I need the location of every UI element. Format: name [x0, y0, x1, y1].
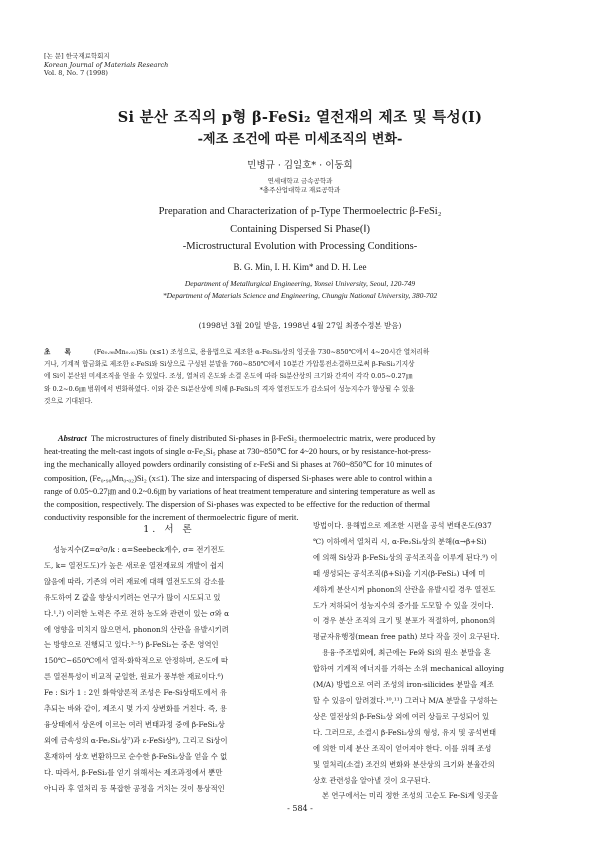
affiliation-en-2: *Department of Materials Science and Engineering, Chungju National University, 380-702 — [162, 290, 438, 300]
authors-english: B. G. Min, I. H. Kim* and D. H. Lee — [233, 262, 367, 272]
body-text-line: 할 수 있음이 알려졌다.¹⁰,¹¹) 그러나 M/A 분말을 구성하는 — [313, 695, 498, 705]
body-text-line: 혼재하여 상호 변환하므로 순수한 β-FeSi₂상을 얻을 수 없 — [44, 751, 228, 761]
body-text-line: 에 의한 미세 분산 조직이 얻어져야 한다. 이를 위해 조성 — [313, 743, 492, 753]
body-text-line: 아니라 후 열처리 등 복잡한 공정을 거치는 것이 통상적인 — [44, 783, 225, 793]
authors-korean: 민병규 · 김일호* · 이동희 — [247, 160, 353, 171]
body-text-line: 는 방향으로 진행되고 있다.³⁻⁵) β-FeSi₂는 중온 영역인 — [44, 640, 219, 650]
body-right-column — [313, 518, 563, 804]
abstract-ko-line: 에 Si이 분산된 미세조직을 얻을 수 있었다. 조성, 열처리 온도와 소결 온도에 따라 Si분산상의 크기와 간격이 각각 0.05~0.27㎛ — [44, 372, 413, 381]
body-text-line: 외에 금속성의 α-Fe₂Si₅상⁷)과 ε-FeSi상⁸), 그리고 Si상이 — [44, 735, 228, 745]
journal-name-ko: [논 문] 한국재료학회지 — [44, 52, 110, 60]
body-text-line: 도가 저하되어 성능지수의 증가를 도모할 수 있을 것이다. — [313, 600, 494, 610]
abstract-ko-line: 와 0.2~0.6㎛ 범위에서 변화하였다. 이와 같은 Si분산상에 의해 β-FeSi₂의 격자 열전도도가 감소되어 성능지수가 향상될 수 있을 — [44, 384, 415, 393]
abstract-en-line: conductivity responsible for the increment of thermoelectric figure of merit. — [44, 513, 299, 523]
body-text-line: 방법이다. 용해법으로 제조한 시편을 공석 변태온도(937 — [313, 521, 492, 530]
abstract-en-line: the composition, respectively. The dispersion of Si-phases was expected to be effective for the reduction of thermal — [44, 500, 431, 510]
title-en-line-3: -Microstructural Evolution with Processing Conditions- — [182, 241, 418, 252]
journal-name-en: Korean Journal of Materials Research — [44, 60, 169, 69]
body-text-line: 150℃~650℃에서 열적·화학적으로 안정하며, 온도에 따 — [44, 656, 229, 666]
abstract-en-label: Abstract — [58, 434, 87, 443]
affiliations-korean — [0, 177, 600, 195]
title-en-line-1: Preparation and Characterization of p-Type Thermoelectric β-FeSi₂ — [158, 206, 442, 217]
abstract-korean — [44, 346, 556, 407]
affiliation-ko-1: 연세대학교 금속공학과 — [267, 177, 333, 185]
left-column-text — [44, 542, 294, 797]
right-column-text — [313, 518, 563, 804]
section-heading-introduction: 1. 서 론 — [143, 524, 195, 535]
body-text-line: 이 경우 분산 조직의 크기 및 분포가 적절하여, phonon의 — [313, 616, 496, 626]
body-left-column — [44, 518, 294, 797]
body-text-line: 때 생성되는 공석조직(β+Si)을 기지(β-FeSi₂) 내에 미 — [313, 568, 486, 578]
abstract-en-line: heat-treating the melt-cast ingots of single α-Fe₂Si₅ phase at 730~850℃ for 4~20 hours, or by resistance-hot-press- — [44, 447, 431, 457]
abstract-en-line: composition, (Fe₀.₉₈Mn₀.₀₂)Si₂ (x≤1). The size and interspacing of dispersed Si-phases were able to control within a — [44, 473, 432, 483]
body-text-line: 성능지수(Z=α²σ/k : α=Seebeck계수, σ= 전기전도 — [53, 545, 225, 554]
abstract-english — [44, 432, 556, 524]
affiliations-english — [0, 278, 600, 301]
body-text-line: 융상태에서 상온에 이르는 여러 변태과정 중에 β-FeSi₂상 — [44, 719, 225, 729]
title-english — [0, 203, 600, 256]
journal-header — [44, 52, 168, 78]
affiliation-en-1: Department of Metallurgical Engineering, Yonsei University, Seoul, 120-749 — [184, 279, 416, 288]
abstract-ko-line: 것으로 기대된다. — [44, 396, 93, 405]
body-text-line: 합하여 기계적 에너지를 가하는 소위 mechanical alloying — [313, 664, 505, 674]
body-text-line: 및 열처리(소결) 조건의 변화와 분산상의 크기와 분율간의 — [313, 759, 495, 769]
body-text-line: 에 의해 Si상과 β-FeSi₂상의 공석조직을 이루게 된다.⁹) 이 — [313, 552, 498, 562]
page-number: - 584 - — [287, 804, 313, 813]
body-text-line: 용융·주조법외에, 최근에는 Fe와 Si의 원소 분말을 혼 — [322, 648, 491, 658]
body-text-line: 다.¹,²) 이러한 노력은 주로 전하 농도와 관련이 있는 σ와 α — [44, 608, 230, 618]
body-text-line: 추되는 바와 같이, 제조시 몇 가지 상변화를 거친다. 즉, 용 — [44, 704, 227, 714]
abstract-en-line: range of 0.05~0.27㎛ and 0.2~0.6㎛ by variations of heat treatment temperature and sintering temperature as well as — [44, 486, 435, 496]
body-text-line: 도, k= 열전도도)가 높은 새로운 열전재료의 개발이 쉽지 — [44, 560, 224, 570]
body-text-line: 에 영향을 미치지 않으면서, phonon의 산란을 유발시키려 — [44, 624, 229, 634]
body-text-line: 상호 관련성을 알아낼 것이 요구된다. — [313, 775, 431, 785]
body-text-line: Fe : Si가 1 : 2인 화학양론적 조성은 Fe-Si상태도에서 유 — [44, 688, 227, 698]
received-dates: (1998년 3월 20일 받음, 1998년 4월 27일 최종수정본 받음) — [198, 321, 402, 330]
abstract-ko-label: 초 록 — [44, 348, 78, 356]
body-text-line: 본 연구에서는 미리 정한 조성의 고순도 Fe-Si계 잉곳을 — [322, 791, 498, 801]
body-text-line: 평균자유행정(mean free path) 보다 작을 것이 요구된다. — [313, 632, 500, 642]
abstract-ko-line: 초 록 (Fe₀.₉₈Mn₀.₀₂)Si₂ (x≤1) 조성으로, 용융법으로 제조한 α-Fe₂Si₅상의 잉곳을 730~850℃에서 4~20시간 열처리하 — [44, 346, 556, 358]
journal-volume: Vol. 8, No. 7 (1998) — [44, 69, 108, 77]
affiliation-ko-2: *충주산업대학교 재료공학과 — [259, 186, 341, 194]
abstract-en-line: Abstract The microstructures of finely distributed Si-phases in β-FeSi₂ thermoelectric matrix, were produced by — [58, 434, 436, 443]
body-text-line: ℃) 이하에서 열처리 시, α-Fe₂Si₅상의 분해(α→β+Si) — [313, 536, 487, 546]
body-text-line: (M/A) 방법으로 여러 조성의 iron-silicides 분말을 제조 — [313, 680, 494, 690]
abstract-en-line: ing the mechanically alloyed powders ordinarily consisting of ε-FeSi and Si phases at 760~850℃ for 10 minutes of — [44, 460, 432, 470]
body-text-line: 다. 따라서, β-FeSi₂를 얻기 위해서는 제조과정에서 뿐만 — [44, 767, 223, 777]
title-en-line-2: Containing Dispersed Si Phase(Ⅰ) — [230, 223, 370, 235]
body-text-line: 상은 열전상의 β-FeSi₂상 외에 여러 상들로 구성되어 있 — [313, 711, 490, 721]
abstract-ko-line: 거나, 기계적 합금화로 제조한 ε-FeSi와 Si상으로 구성된 분말을 760~850℃에서 10분간 가압통전소결하므로써 β-FeSi₂기지상 — [44, 360, 415, 369]
body-text-line: 세하게 분산시켜 phonon의 산란을 유발시킬 경우 열전도 — [313, 584, 496, 594]
body-text-line: 유도하여 Z 값을 향상시키려는 연구가 많이 시도되고 있 — [44, 592, 221, 602]
body-text-line: 다. 그러므로, 소결시 β-FeSi₂상의 형성, 유지 및 공석변태 — [313, 727, 497, 737]
subtitle-korean: -제조 조건에 따른 미세조직의 변화- — [197, 132, 403, 147]
title-korean: Si 분산 조직의 p형 β-FeSi₂ 열전재의 제조 및 특성(Ⅰ) — [117, 109, 483, 126]
body-text-line: 않음에 따라, 기존의 여러 재료에 대해 열전도도의 감소를 — [44, 576, 225, 586]
body-text-line: 른 열전특성이 비교적 균일한, 원료가 풍부한 재료이다.⁶) — [44, 672, 224, 682]
